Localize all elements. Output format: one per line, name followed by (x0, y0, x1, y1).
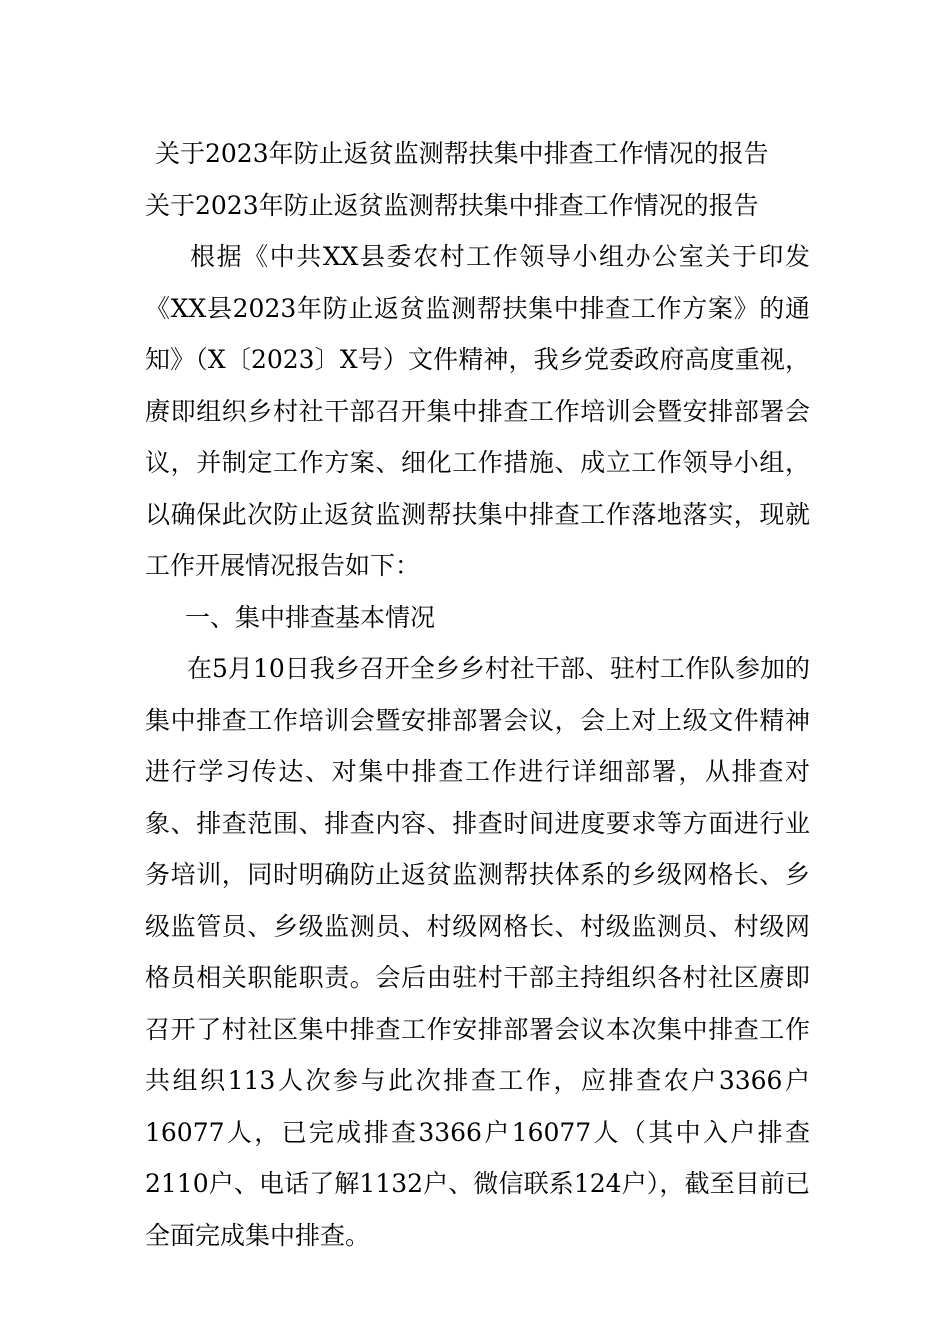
document-title: 关于2023年防止返贫监测帮扶集中排查工作情况的报告 (155, 139, 769, 168)
section-heading: 一、集中排查基本情况 (185, 602, 436, 632)
section-paragraph: 在5月10日我乡召开全乡乡村社干部、驻村工作队参加的集中排查工作培训会暨安排部署会议，会上对上级文件精神进行学习传达、对集中排查工作进行详细部署，从排查对象、排查范围、排查内容、排查时间进度要求等方面进行业务培训，同时明确防止返贫监测帮扶体系的乡级网格长、乡级监管员、乡级监测员、村级网格长、村级监测员、村级网格员相关职能职责。会后由驻村干部主持组织各村社区赓即召开了村社区集中排查工作安排部署会议本次集中排查工作共组织113人次参与此次排查工作，应排查农户3366户16077人，已完成排查3366户16077人（其中入户排查2110户、电话了解1132户、微信联系124户），截至目前已全面完成集中排查。 (145, 654, 810, 1250)
document-body (145, 128, 810, 1261)
intro-paragraph: 根据《中共XX县委农村工作领导小组办公室关于印发《XX县2023年防止返贫监测帮扶集中排查工作方案》的通知》（X〔2023〕X号）文件精神，我乡党委政府高度重视，赓即组织乡村社干部召开集中排查工作培训会暨安排部署会议，并制定工作方案、细化工作措施、成立工作领导小组，以确保此次防止返贫监测帮扶集中排查工作落地落实，现就工作开展情况报告如下： (145, 242, 810, 580)
document-title-repeat: 关于2023年防止返贫监测帮扶集中排查工作情况的报告 (145, 190, 759, 220)
